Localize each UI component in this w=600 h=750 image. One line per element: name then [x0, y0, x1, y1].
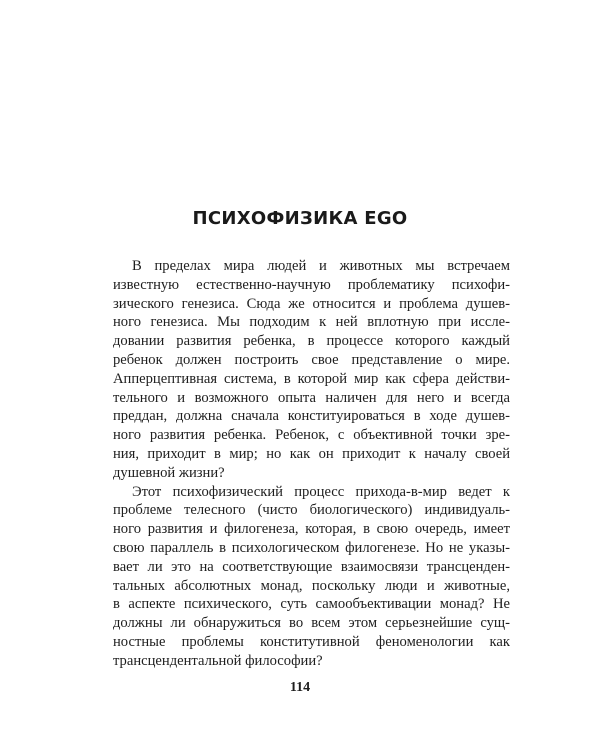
- text-line: довании развития ребенка, в процессе которого каждый: [113, 333, 510, 350]
- text-line: ного развития ребенка. Ребенок, с объективной точки зре-: [113, 427, 510, 444]
- text-line: ного генезиса. Мы подходим к ней вплотную при иссле-: [113, 314, 510, 331]
- text-line: известную естественно-научную проблематику психофи-: [113, 276, 510, 293]
- text-line: свою параллель в психологическом филогенезе. Но не указы-: [113, 539, 510, 556]
- paragraph: [113, 257, 510, 483]
- text-line: Апперцептивная система, в которой мир как сфера действи-: [113, 370, 510, 387]
- text-line: в аспекте психического, суть самообъективации монад? Не: [113, 596, 510, 613]
- text-line: трансцендентальной философии?: [113, 652, 323, 669]
- text-line: проблеме телесного (чисто биологического) индивидуаль-: [113, 502, 510, 519]
- paragraph: [113, 483, 510, 671]
- text-line: ния, приходит в мир; но как он приходит к началу своей: [113, 445, 510, 462]
- text-line: тальных абсолютных монад, поскольку люди и животные,: [113, 577, 510, 594]
- text-line: ностные проблемы конститутивной феноменологии как: [113, 633, 510, 650]
- text-line: преддан, должна сначала конституироваться в ходе душев-: [113, 408, 510, 425]
- page-number: 114: [289, 680, 311, 695]
- text-line: тельного и возможного опыта наличен для него и всегда: [113, 389, 510, 406]
- body-text: [113, 257, 510, 671]
- text-line: зического генезиса. Сюда же относится и проблема душев-: [113, 295, 510, 312]
- text-line: Этот психофизический процесс прихода-в-мир ведет к: [132, 483, 510, 500]
- text-line: вает ли это на соответствующие взаимосвязи трансценден-: [113, 558, 510, 575]
- text-line: В пределах мира людей и животных мы встречаем: [132, 258, 510, 274]
- text-line: должны ли обнаружиться во всем этом серьезнейшие сущ-: [113, 615, 510, 632]
- text-line: душевной жизни?: [113, 464, 225, 481]
- text-line: ного развития и филогенеза, которая, в свою очередь, имеет: [113, 521, 510, 538]
- chapter-title: ПСИХОФИЗИКА EGO: [192, 208, 408, 229]
- text-line: ребенок должен построить свое представление о мире.: [113, 351, 510, 368]
